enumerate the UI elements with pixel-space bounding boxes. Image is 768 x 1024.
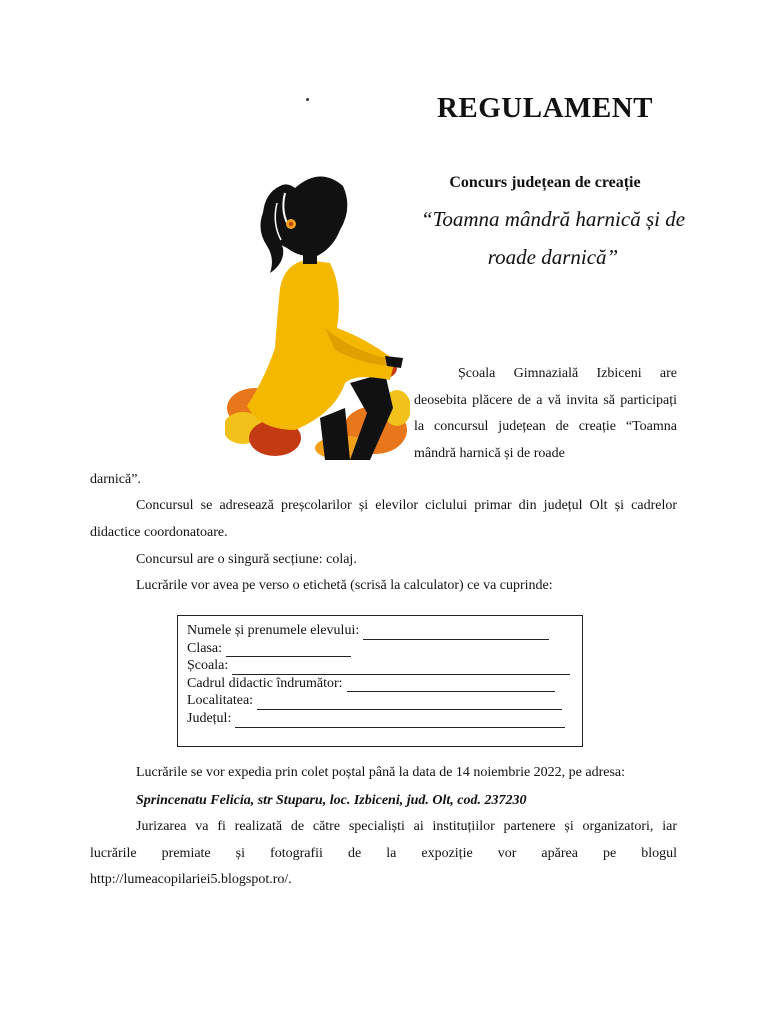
jury-line-1: Jurizarea va fi realizată de către specialiști ai instituțiilor partenere și organizatori, iar [136,819,677,834]
blank-line [235,715,565,728]
page-title: REGULAMENT [436,92,654,124]
blank-line [232,662,570,675]
blank-line [347,679,555,692]
label-field-teacher: Cadrul didactic îndrumător: [187,675,572,693]
audience-paragraph: Concursul se adresează preșcolarilor și elevilor ciclului primar din județul Olt și cadrelor didactice coordonatoare. [90,498,677,540]
label-field-school: Școala: [187,657,572,675]
shipping-paragraph: Lucrările se vor expedia prin colet poștal până la data de 14 noiembrie 2022, pe adresa: [136,765,626,780]
section-paragraph: Concursul are o singură secțiune: colaj. [136,552,357,567]
blank-line [257,697,562,710]
shipping-address: Sprincenatu Felicia, str Stuparu, loc. Izbiceni, jud. Olt, cod. 237230 [136,793,527,808]
label-field-name: Numele și prenumele elevului: [187,622,572,640]
decorative-dot [306,98,309,101]
label-field-class: Clasa: [187,640,572,658]
intro-paragraph-end: darnică”. [90,472,141,487]
contest-name-line-2: roade darnică” [487,245,619,269]
jury-paragraph [90,814,677,894]
label-template-box [177,615,583,747]
blog-link[interactable]: http://lumeacopilariei5.blogspot.ro/. [90,872,292,887]
blank-line [363,627,549,640]
contest-name [418,200,688,276]
label-intro-paragraph: Lucrările vor avea pe verso o etichetă (scrisă la calculator) ce va cuprinde: [136,578,553,593]
autumn-girl-illustration [225,168,410,460]
contest-name-line-1: “Toamna mândră harnică și de [420,207,686,231]
blank-line [226,644,351,657]
label-field-locality: Localitatea: [187,692,572,710]
jury-line-2: lucrările premiate și fotografii de la expoziție vor apărea pe blogul [90,845,677,861]
intro-paragraph: Școala Gimnazială Izbiceni are deosebita plăcere de a vă invita să participați la concursul județean de creație “Toamna mândră harnică și de roade [414,366,677,461]
label-field-county: Județul: [187,710,572,728]
contest-subtitle: Concurs județean de creație [449,174,641,191]
